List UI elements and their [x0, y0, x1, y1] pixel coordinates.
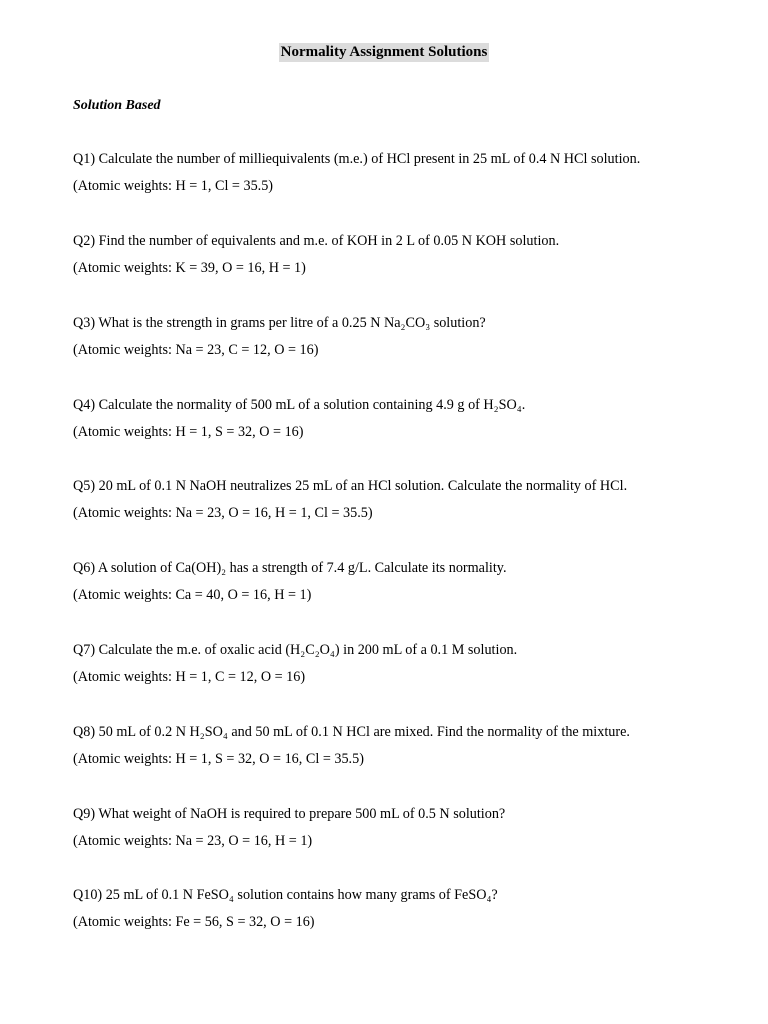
- question-text: Q1) Calculate the number of milliequivalents (m.e.) of HCl present in 25 mL of 0.4 N HCl solution.: [73, 151, 641, 167]
- document-title: Normality Assignment Solutions: [280, 44, 488, 60]
- question-item: [73, 477, 733, 522]
- question-text: Q8) 50 mL of 0.2 N H₂SO₄ and 50 mL of 0.1 N HCl are mixed. Find the normality of the mixture.: [73, 724, 630, 740]
- question-item: [73, 314, 733, 359]
- question-item: [73, 232, 733, 277]
- document-title-row: [0, 43, 768, 62]
- atomic-weights-note: (Atomic weights: Na = 23, O = 16, H = 1): [73, 833, 313, 849]
- question-item: [73, 150, 733, 195]
- atomic-weights-note: (Atomic weights: K = 39, O = 16, H = 1): [73, 260, 306, 276]
- atomic-weights-note: (Atomic weights: H = 1, C = 12, O = 16): [73, 669, 306, 685]
- atomic-weights-note: (Atomic weights: H = 1, S = 32, O = 16): [73, 424, 304, 440]
- question-text: Q9) What weight of NaOH is required to prepare 500 mL of 0.5 N solution?: [73, 806, 506, 822]
- question-item: [73, 886, 733, 931]
- section-heading: Solution Based: [73, 98, 161, 113]
- atomic-weights-note: (Atomic weights: Na = 23, O = 16, H = 1, Cl = 35.5): [73, 505, 373, 521]
- question-text: Q2) Find the number of equivalents and m.e. of KOH in 2 L of 0.05 N KOH solution.: [73, 233, 560, 249]
- question-text: Q4) Calculate the normality of 500 mL of a solution containing 4.9 g of H₂SO₄.: [73, 397, 526, 413]
- atomic-weights-note: (Atomic weights: Na = 23, C = 12, O = 16): [73, 342, 319, 358]
- question-text: Q6) A solution of Ca(OH)₂ has a strength of 7.4 g/L. Calculate its normality.: [73, 560, 507, 576]
- question-text: Q3) What is the strength in grams per litre of a 0.25 N Na₂CO₃ solution?: [73, 315, 486, 331]
- question-text: Q7) Calculate the m.e. of oxalic acid (H₂C₂O₄) in 200 mL of a 0.1 M solution.: [73, 642, 518, 658]
- question-text: Q10) 25 mL of 0.1 N FeSO₄ solution contains how many grams of FeSO₄?: [73, 887, 498, 903]
- atomic-weights-note: (Atomic weights: Fe = 56, S = 32, O = 16): [73, 914, 315, 930]
- atomic-weights-note: (Atomic weights: Ca = 40, O = 16, H = 1): [73, 587, 312, 603]
- question-item: [73, 396, 733, 441]
- question-item: [73, 641, 733, 686]
- atomic-weights-note: (Atomic weights: H = 1, Cl = 35.5): [73, 178, 274, 194]
- question-item: [73, 805, 733, 850]
- question-item: [73, 559, 733, 604]
- question-text: Q5) 20 mL of 0.1 N NaOH neutralizes 25 mL of an HCl solution. Calculate the normality of HCl.: [73, 478, 628, 494]
- atomic-weights-note: (Atomic weights: H = 1, S = 32, O = 16, Cl = 35.5): [73, 751, 364, 767]
- question-item: [73, 723, 733, 768]
